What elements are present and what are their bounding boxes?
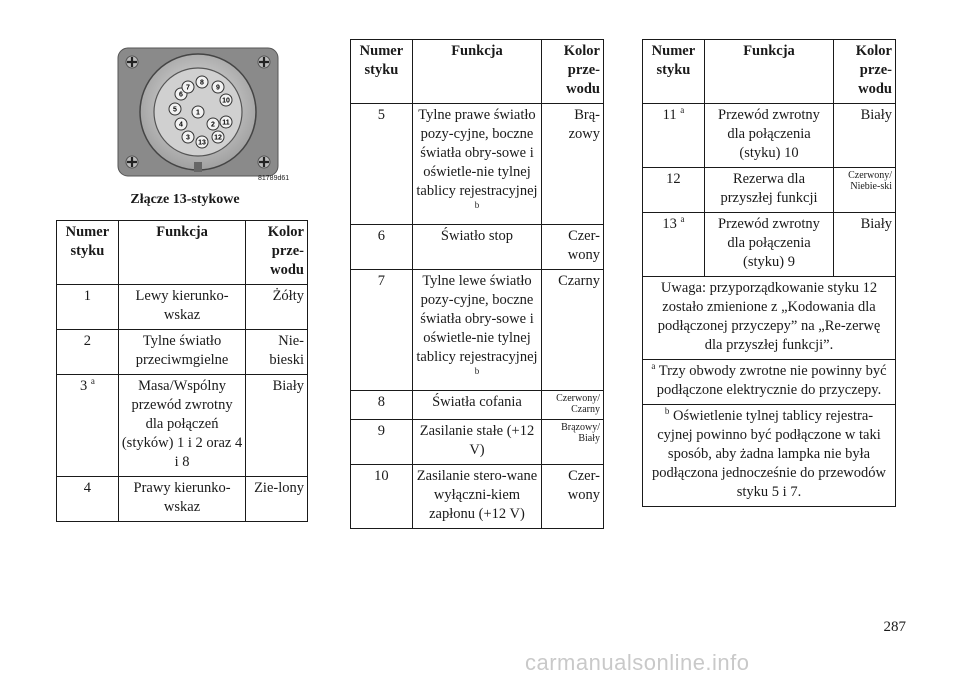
pin-number (351, 465, 413, 529)
header-func: Funkcja (118, 221, 246, 285)
pin-label: 13 (198, 139, 206, 147)
pin-function (412, 104, 541, 225)
table-row (351, 104, 604, 225)
watermark: carmanualsonline.info (525, 650, 750, 675)
pin-label: 9 (216, 84, 220, 92)
wire-color: Nie-bieski (246, 330, 308, 375)
pin-function-text: Przewód zwrotny dla połączenia (styku) 9 (718, 216, 820, 270)
table-row (57, 285, 308, 330)
header-num: Numer styku (351, 40, 413, 104)
footnote-mark: a (680, 214, 685, 225)
pin-number-value: 1 (83, 288, 92, 304)
figure-code: 81789d61 (258, 175, 290, 182)
pin-label: 5 (173, 106, 177, 114)
table-header-row (57, 221, 308, 285)
pin-number-value: 10 (374, 468, 389, 484)
pin-number-value: 8 (377, 394, 386, 410)
pin-label: 2 (211, 121, 215, 129)
figure-caption: Złącze 13-stykowe (130, 192, 240, 207)
pin-table-3 (642, 39, 896, 507)
pin-label: 3 (186, 134, 190, 142)
header-func: Funkcja (704, 40, 833, 104)
pin-function (118, 285, 246, 330)
footnote-a (643, 360, 896, 405)
pin-function-text: Tylne światło przeciwmgielne (135, 333, 229, 368)
pin-function (118, 375, 246, 477)
pin-number (351, 104, 413, 225)
footnote-a-mark: a (651, 361, 656, 372)
pin-label: 1 (196, 109, 200, 117)
pin-number-value: 5 (377, 107, 386, 123)
wire-color: Zie-lony (246, 477, 308, 522)
wire-color: Brą-zowy (542, 104, 604, 225)
table-row (351, 391, 604, 420)
pin-number-value: 2 (83, 333, 92, 349)
header-func: Funkcja (412, 40, 541, 104)
pin-function-text: Masa/Wspólny przewód zwrotny dla połączeń (styków) 1 i 2 oraz 4 i 8 (121, 378, 243, 470)
footnote-row (643, 360, 896, 405)
wire-color: Biały (834, 213, 896, 277)
header-color: Kolor prze-wodu (246, 221, 308, 285)
wire-color: Czer-wony (542, 465, 604, 529)
footnote-b (643, 405, 896, 507)
table-row (643, 104, 896, 168)
pin-function-text: Rezerwa dla przyszłej funkcji (720, 171, 818, 206)
footnote-b-mark: b (664, 406, 670, 417)
pin-number (351, 420, 413, 465)
footnote-mark: b (474, 200, 480, 211)
table-header-row (643, 40, 896, 104)
table-row (57, 330, 308, 375)
pin-number (351, 391, 413, 420)
pin-function-text: Tylne prawe światło pozy-cyjne, boczne światła obry-sowe i oświetle-nie tylnej tablicy rejestracyjnej (416, 107, 538, 199)
pin-function (704, 213, 833, 277)
pin-number-value: 13 (662, 216, 677, 232)
pin-number-value: 4 (83, 480, 92, 496)
footnote-mark: a (90, 376, 95, 387)
wire-color: Żółty (246, 285, 308, 330)
wire-color: Biały (246, 375, 308, 477)
wire-color: Czer-wony (542, 225, 604, 270)
footnote-mark: a (680, 105, 685, 116)
page-number: 287 (883, 619, 906, 635)
pin-number-value: 9 (377, 423, 386, 439)
pin-function (412, 225, 541, 270)
pin-number-value: 6 (377, 228, 386, 244)
table-row (57, 477, 308, 522)
table-row (351, 420, 604, 465)
pin-function (704, 168, 833, 213)
pin-number (57, 375, 119, 477)
pin-number-value: 7 (377, 273, 386, 289)
header-color: Kolor prze-wodu (834, 40, 896, 104)
pin-function-text: Przewód zwrotny dla połączenia (styku) 10 (718, 107, 820, 161)
table-row (351, 225, 604, 270)
footnote-a-text: Trzy obwody zwrotne nie powinny być podłączone elektrycznie do przyczepy. (656, 363, 887, 398)
header-num: Numer styku (57, 221, 119, 285)
pin-function (412, 270, 541, 391)
pin-function-text: Lewy kierunko-wskaz (135, 288, 229, 323)
wire-color: Czerwony/ Niebie-ski (834, 168, 896, 213)
footnote-row (643, 405, 896, 507)
footnote-mark: b (474, 366, 480, 377)
pin-function-text: Światła cofania (432, 394, 522, 410)
pin-label: 6 (179, 91, 183, 99)
pin-label: 11 (222, 119, 230, 127)
table-row (643, 168, 896, 213)
pin-table-2 (350, 39, 604, 529)
wire-color: Brązowy/ Biały (542, 420, 604, 465)
pin-function-text: Zasilanie stałe (+12 V) (419, 423, 535, 458)
pin-function (412, 465, 541, 529)
pin-number (351, 270, 413, 391)
header-color: Kolor prze-wodu (542, 40, 604, 104)
pin-function (118, 477, 246, 522)
table-row (57, 375, 308, 477)
pin-function (118, 330, 246, 375)
pin-table-1 (56, 220, 308, 522)
pin-function (412, 420, 541, 465)
table-row (351, 465, 604, 529)
pin-function-text: Prawy kierunko-wskaz (133, 480, 231, 515)
note-row (643, 277, 896, 360)
pin-number (57, 285, 119, 330)
pin-number-value: 11 (662, 107, 677, 123)
table-row (643, 213, 896, 277)
pin-function-text: Światło stop (440, 228, 514, 244)
wire-color: Czarny (542, 270, 604, 391)
pin-number (57, 330, 119, 375)
pin-number-value: 12 (666, 171, 681, 187)
pin-function-text: Tylne lewe światło pozy-cyjne, boczne światła obry-sowe i oświetle-nie tylnej tablicy rejestracyjnej (416, 273, 538, 365)
note-uwaga: Uwaga: przyporządkowanie styku 12 zostało zmienione z „Kodowania dla podłączonej przyczepy” na „Re-zerwę dla przyszłej funkcji”. (643, 277, 896, 360)
header-num: Numer styku (643, 40, 705, 104)
pin-function (704, 104, 833, 168)
table-header-row (351, 40, 604, 104)
pin-number (643, 104, 705, 168)
pin-label: 10 (222, 97, 230, 105)
connector-13-pin-diagram (108, 42, 288, 182)
pin-label: 12 (214, 134, 222, 142)
pin-function (412, 391, 541, 420)
footnote-b-text: Oświetlenie tylnej tablicy rejestra-cyjnej powinno być podłączone w taki sposób, aby żadna lampka nie była podłączona jednocześnie do przewodów styku 5 i 7. (652, 408, 886, 500)
pin-number (643, 168, 705, 213)
pin-label: 4 (179, 121, 183, 129)
pin-number (351, 225, 413, 270)
pin-label: 7 (186, 84, 190, 92)
pin-label: 8 (200, 79, 204, 87)
wire-color: Biały (834, 104, 896, 168)
pin-number (643, 213, 705, 277)
wire-color: Czerwony/ Czarny (542, 391, 604, 420)
pin-number (57, 477, 119, 522)
pin-number-value: 3 (79, 378, 88, 394)
pin-function-text: Zasilanie stero-wane wyłączni-kiem zapłonu (+12 V) (416, 468, 538, 522)
table-row (351, 270, 604, 391)
